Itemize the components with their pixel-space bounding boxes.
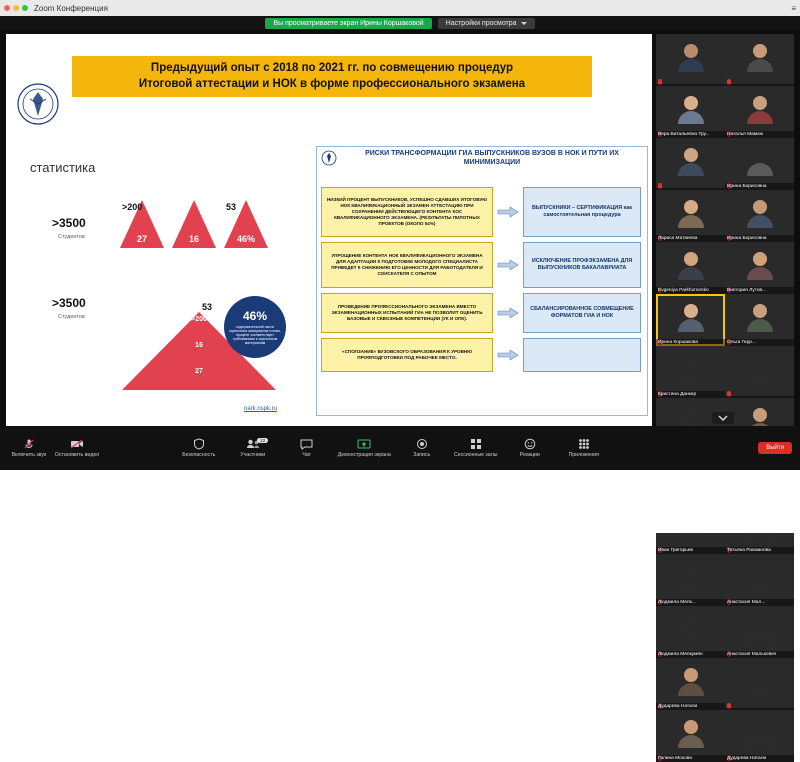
unmute-label: Включить звук [11, 452, 47, 458]
avatar [747, 304, 773, 332]
toolbar-button-label: Сессионные залы [454, 452, 498, 458]
participants-row [656, 190, 794, 242]
participant-tile[interactable] [656, 138, 725, 190]
avatar [747, 200, 773, 228]
participant-name: Анастасия Мал... [725, 599, 794, 606]
pyramid-bottom-value: 27 [195, 368, 203, 375]
participant-tile[interactable] [656, 710, 725, 762]
arrow-right-icon [497, 260, 519, 270]
avatar [747, 356, 773, 384]
participant-tile[interactable] [725, 294, 794, 346]
risks-panel [316, 146, 648, 416]
window-menu-icon[interactable]: ≡ [791, 3, 796, 13]
percent-circle [224, 296, 286, 358]
toolbar-button-label: Реакции [519, 452, 540, 458]
participant-tile[interactable] [725, 554, 794, 606]
avatar [678, 148, 704, 176]
statistics-label: статистика [30, 160, 96, 175]
triangle-2-value: 16 [188, 234, 199, 244]
triangle-2 [172, 200, 216, 248]
toolbar-button-reactions[interactable] [507, 438, 553, 458]
toolbar-center-group [176, 438, 607, 458]
participant-name: Галина Мохова [656, 755, 725, 762]
students-count-2: >3500 [52, 296, 86, 310]
source-link[interactable]: nark.nspk.ru [244, 406, 278, 412]
avatar [747, 44, 773, 72]
risk-row [321, 242, 643, 288]
toolbar-button-label: Запись [413, 452, 431, 458]
avatar [678, 668, 704, 696]
avatar [678, 720, 704, 748]
toolbar-button-label: Участники [240, 452, 266, 458]
participant-tile[interactable] [656, 346, 725, 398]
chat-icon [299, 438, 315, 450]
unmute-button[interactable] [6, 438, 52, 458]
risk-text: УПРОЩЕНИЕ КОНТЕНТА НОК КВАЛИФИКАЦИОННОГО ЭКЗАМЕНА ДЛЯ АДАПТАЦИИ К ПОДГОТОВКЕ МОЛОДОГО СПЕЦИАЛИСТА ПРИВЕДЕТ К СНИЖЕНИЮ ЕГО ЦЕННОСТИ ДЛЯ РАБОТОДАТЕЛЯ И СОИСКАТЕЛЯ С ОПЫТОМ [321, 242, 493, 288]
participant-tile[interactable] [725, 658, 794, 710]
participant-name: Людмила Мелкумян [656, 651, 725, 658]
avatar [747, 616, 773, 644]
participants-grid [656, 34, 794, 762]
avatar [747, 252, 773, 280]
coat-of-arms-icon [321, 150, 337, 166]
participant-tile[interactable] [725, 346, 794, 398]
triangle-3-value: 46% [236, 234, 255, 244]
avatar [678, 616, 704, 644]
participant-tile[interactable] [725, 34, 794, 86]
participant-name: Анастасия Малькович [725, 651, 794, 658]
avatar [747, 96, 773, 124]
participant-name: Ирина Коршакова [656, 339, 725, 346]
participants-row [656, 86, 794, 138]
participant-tile[interactable] [656, 606, 725, 658]
participant-name: Evgeniya Parkhomenko [656, 287, 725, 294]
participants-row [656, 138, 794, 190]
participant-name: Дударева Натали [656, 703, 725, 710]
participant-tile[interactable] [656, 86, 725, 138]
risks-panel-header [317, 147, 647, 171]
avatar [678, 96, 704, 124]
risks-rows [321, 187, 643, 377]
risk-row [321, 338, 643, 372]
solution-text: СБАЛАНСИРОВАННОЕ СОВМЕЩЕНИЕ ФОРМАТОВ ГИА И НОК [523, 293, 641, 333]
toolbar-button-chat[interactable] [284, 438, 330, 458]
participant-tile[interactable] [656, 294, 725, 346]
percent-circle-value: 46% [242, 308, 268, 323]
participant-name: Иван Григорьев [656, 547, 725, 554]
participant-name: Кристина Данкер [656, 391, 725, 398]
pyramid-apex-value: 53 [202, 302, 213, 312]
chevron-down-icon [521, 22, 527, 25]
participants-row [656, 554, 794, 606]
meeting-toolbar[interactable] [0, 426, 800, 470]
avatar [747, 564, 773, 592]
share-screen-icon [356, 438, 372, 450]
stop-video-label: Остановить видео [54, 452, 100, 458]
video-off-icon [69, 438, 85, 450]
participant-name: Лариса Матвеева [656, 235, 725, 242]
window-menu-area[interactable] [791, 4, 796, 13]
percent-circle-desc: содержательной части оценочных материалов готово, процент соответствует требованиям к оценочным материалам [229, 324, 281, 346]
toolbar-button-shield[interactable] [176, 438, 222, 458]
view-options-label: Настройки просмотра [445, 19, 517, 27]
slide-title-line1: Предыдущий опыт с 2018 по 2021 гг. по совмещению процедур [150, 62, 514, 74]
chevron-down-icon [718, 415, 728, 422]
avatar [678, 44, 704, 72]
slide-title-line2: Итоговой аттестации и НОК в форме профессионального экзамена [138, 77, 526, 90]
breakout-rooms-icon [468, 438, 484, 450]
toolbar-button-record[interactable] [399, 438, 445, 458]
participants-row [656, 242, 794, 294]
students-count-2-sub: Студентов [58, 314, 85, 320]
microphone-off-icon [21, 438, 37, 450]
participant-name: Вера Витальевна Тру... [656, 131, 725, 138]
participant-tile[interactable] [725, 606, 794, 658]
participant-name: Наталья Мамхю [725, 131, 794, 138]
avatar [678, 356, 704, 384]
apps-icon [576, 438, 592, 450]
view-options-button[interactable] [438, 18, 535, 29]
maximize-icon[interactable] [22, 5, 28, 11]
participant-tile[interactable] [656, 658, 725, 710]
toolbar-button-label: Чат [302, 452, 312, 458]
participants-row [656, 658, 794, 710]
avatar [747, 668, 773, 696]
toolbar-button-share-screen[interactable] [338, 438, 391, 458]
solution-text: ИСКЛЮЧЕНИЕ ПРОФЭКЗАМЕНА ДЛЯ ВЫПУСКНИКОВ БАКАЛАВРИАТА [523, 242, 641, 288]
arrow-right-icon [497, 350, 519, 360]
record-icon [414, 438, 430, 450]
window-controls[interactable] [4, 5, 28, 11]
risk-row [321, 187, 643, 237]
participants-count-badge: 22 [257, 438, 268, 443]
close-icon[interactable] [4, 5, 10, 11]
avatar [678, 304, 704, 332]
participant-tile[interactable] [725, 710, 794, 762]
avatar [678, 252, 704, 280]
participant-name: Ирина Борисовна [725, 235, 794, 242]
toolbar-left-group [6, 438, 100, 458]
participant-tile[interactable] [656, 34, 725, 86]
risk-text: НИЗКИЙ ПРОЦЕНТ ВЫПУСКНИКОВ, УСПЕШНО СДАВШИХ ИТОГОВУЮ НОК КВАЛИФИКАЦИОННЫЙ ЭКЗАМЕН АТТЕСТАЦИЮ ПРИ СОХРАНЕНИИ ДЕЙСТВУЮЩЕГО КОНТЕНТА КОС КВАЛИФИКАЦИОННОГО ЭКЗАМЕНА. (РЕЗУЛЬТАТЫ ПИЛОТНЫХ ПРОЕКТОВ (ОКОЛО 54%) [321, 187, 493, 237]
participants-row [656, 346, 794, 398]
page-background [0, 470, 800, 533]
solution-text [523, 338, 641, 372]
risks-panel-title: РИСКИ ТРАНСФОРМАЦИИ ГИА ВЫПУСКНИКОВ ВУЗОВ В НОК И ПУТИ ИХ МИНИМИЗАЦИИ [365, 150, 619, 166]
sharing-topbar [0, 16, 800, 30]
participant-name: Татьяна Рахманова [725, 547, 794, 554]
participant-tile[interactable] [656, 554, 725, 606]
window-title: Zoom Конференция [34, 3, 108, 13]
arrow-right-icon [497, 308, 519, 318]
shared-screen-stage[interactable] [6, 34, 652, 426]
participants-icon [245, 437, 266, 450]
triangle-1-value: 27 [136, 234, 147, 244]
participant-tile[interactable] [725, 242, 794, 294]
risk-text: «СПОЛЗАНИЕ» ВУЗОВСКОГО ОБРАЗОВАНИЯ К УРОВНЮ ПРОФПОДГОТОВКИ ПОД РАБОЧЕЕ МЕСТО. [321, 338, 493, 372]
pyramid-top-value: >200 [191, 316, 207, 323]
risk-row [321, 293, 643, 333]
risk-text: ПРОВЕДЕНИЕ ПРОФЕССИОНАЛЬНОГО ЭКЗАМЕНА ВМЕСТО ЭКЗАМЕНАЦИОННЫХ ИСПЫТАНИЙ ГИА НЕ ПОЗВОЛИТ ОЦЕНИТЬ БАЗОВЫЕ И СКВОЗНЫЕ КОМПЕТЕНЦИИ (УК И ОПК). [321, 293, 493, 333]
participants-row [656, 294, 794, 346]
toolbar-button-apps[interactable] [561, 438, 607, 458]
avatar [678, 200, 704, 228]
participant-tile[interactable] [725, 190, 794, 242]
avatar [747, 720, 773, 748]
students-count-1-sub: Студентов [58, 234, 85, 240]
stop-video-button[interactable] [54, 438, 100, 458]
slide-title [72, 56, 592, 97]
participants-row [656, 34, 794, 86]
triangle-top-label-3: 53 [226, 202, 237, 212]
reactions-icon [522, 438, 538, 450]
participant-name: Ольга Герр... [725, 339, 794, 346]
toolbar-button-label: Демонстрация экрана [337, 452, 391, 458]
shield-icon [191, 438, 207, 450]
solution-text: ВЫПУСКНИКИ – СЕРТИФИКАЦИЯ как самостоятельная процедура [523, 187, 641, 237]
participant-tile[interactable] [725, 138, 794, 190]
minimize-icon[interactable] [13, 5, 19, 11]
pyramid-middle-value: 16 [195, 342, 203, 349]
participant-name: Людмила Мелк... [656, 599, 725, 606]
participant-tile[interactable] [656, 190, 725, 242]
participant-tile[interactable] [656, 242, 725, 294]
participants-row [656, 606, 794, 658]
avatar [678, 564, 704, 592]
participants-scroll-down-button[interactable] [712, 412, 734, 424]
toolbar-button-participants[interactable] [230, 438, 276, 458]
toolbar-button-label: Приложения [568, 452, 599, 458]
presentation-slide [6, 34, 652, 426]
avatar [747, 148, 773, 176]
leave-meeting-button[interactable]: Выйти [758, 442, 792, 454]
students-count-1: >3500 [52, 216, 86, 230]
toolbar-button-label: Безопасность [182, 452, 216, 458]
participant-tile[interactable] [725, 86, 794, 138]
window-titlebar [0, 0, 800, 16]
participant-name: Виктория Лутов... [725, 287, 794, 294]
participant-name: Дударева Натали [725, 755, 794, 762]
arrow-right-icon [497, 207, 519, 217]
triangle-top-label-1: >200 [122, 202, 143, 212]
coat-of-arms-icon [16, 82, 60, 126]
screen-share-notice: Вы просматриваете экран Ирины Коршаковой [265, 18, 431, 29]
toolbar-button-breakout-rooms[interactable] [453, 438, 499, 458]
participants-row [656, 710, 794, 762]
participant-name: Ирина Борисовна [725, 183, 794, 190]
